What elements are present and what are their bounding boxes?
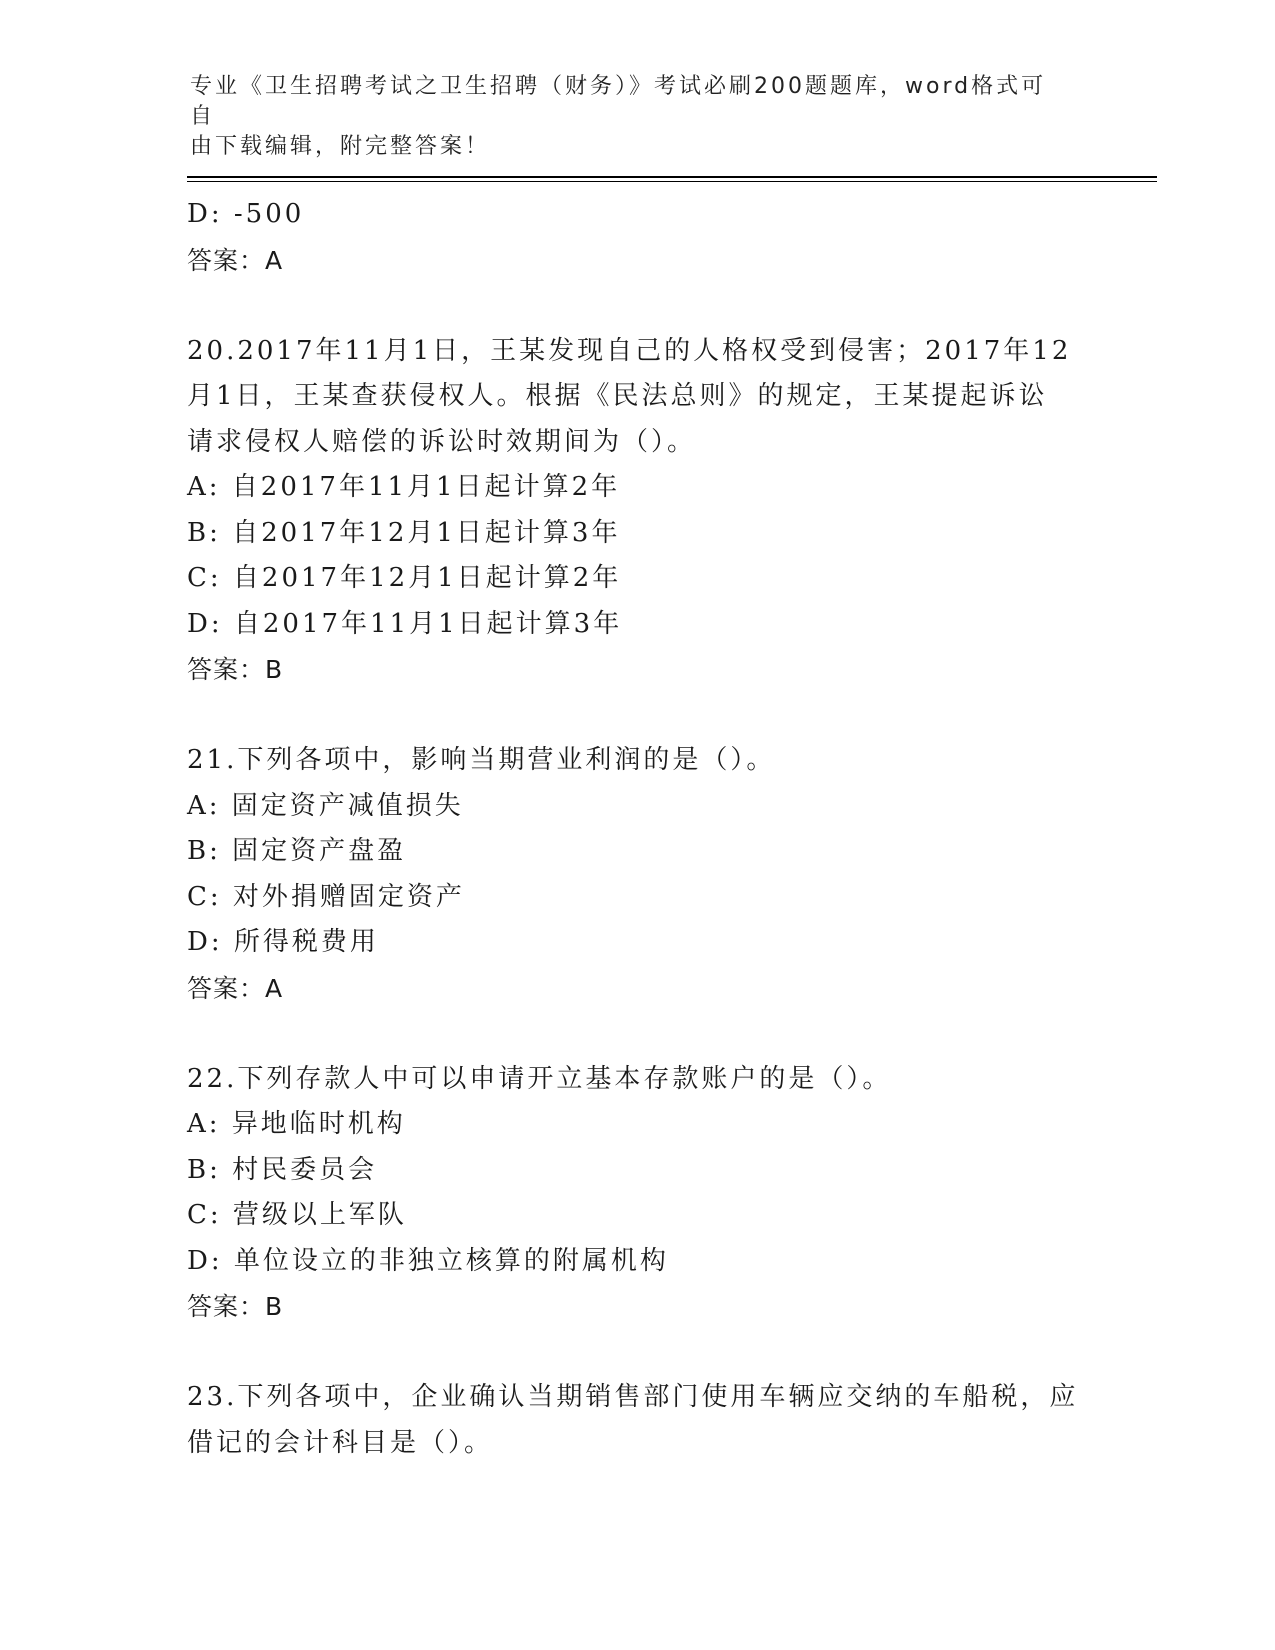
option-d: D: 所得税费用 — [187, 927, 379, 957]
spacer — [187, 1330, 1087, 1376]
question-text-line: 20.2017年11月1日，王某发现自己的人格权受到侵害；2017年12 — [187, 335, 1072, 366]
spacer — [187, 693, 1087, 739]
document-body — [187, 192, 1087, 1466]
header-divider-thin — [187, 181, 1157, 182]
option-c: C: 营级以上军队 — [187, 1200, 407, 1230]
question-text-line: 请求侵权人赔偿的诉讼时效期间为（）。 — [187, 426, 697, 457]
question-21 — [187, 738, 1087, 1011]
header-divider-thick — [187, 176, 1157, 178]
option-c: C: 对外捐赠固定资产 — [187, 881, 465, 912]
option-c: C: 自2017年12月1日起计算2年 — [187, 563, 622, 593]
option-b: B: 村民委员会 — [187, 1154, 378, 1185]
question-text-line: 22.下列存款人中可以申请开立基本存款账户的是（）。 — [187, 1063, 892, 1094]
question-text-line: 21.下列各项中，影响当期营业利润的是（）。 — [187, 745, 776, 775]
answer-line: 答案：B — [187, 655, 284, 684]
question-20 — [187, 329, 1087, 693]
question-text-line: 借记的会计科目是（）。 — [187, 1427, 494, 1458]
question-22 — [187, 1057, 1087, 1330]
question-text-line: 23.下列各项中，企业确认当期销售部门使用车辆应交纳的车船税，应 — [187, 1382, 1079, 1412]
option-a: A: 固定资产减值损失 — [187, 790, 464, 821]
option-b: B: 固定资产盘盈 — [187, 836, 407, 866]
header-line-2: 由下载编辑，附完整答案！ — [190, 134, 491, 159]
answer-line: 答案：A — [187, 973, 284, 1003]
header-line-1: 专业《卫生招聘考试之卫生招聘（财务）》考试必刷200题题库，word格式可自 — [190, 74, 1047, 129]
option-a: A: 自2017年11月1日起计算2年 — [187, 472, 621, 502]
option-d: D: 自2017年11月1日起计算3年 — [187, 608, 623, 639]
answer-line: 答案：A — [187, 245, 284, 275]
spacer — [187, 283, 1087, 329]
option-d: D: -500 — [187, 199, 305, 229]
question-text-line: 月1日，王某查获侵权人。根据《民法总则》的规定，王某提起诉讼 — [187, 381, 1048, 411]
option-b: B: 自2017年12月1日起计算3年 — [187, 517, 621, 548]
answer-line: 答案：B — [187, 1292, 284, 1321]
question-23 — [187, 1375, 1087, 1466]
option-a: A: 异地临时机构 — [187, 1109, 406, 1139]
document-header — [190, 72, 1070, 162]
option-d: D: 单位设立的非独立核算的附属机构 — [187, 1245, 669, 1276]
spacer — [187, 1011, 1087, 1057]
